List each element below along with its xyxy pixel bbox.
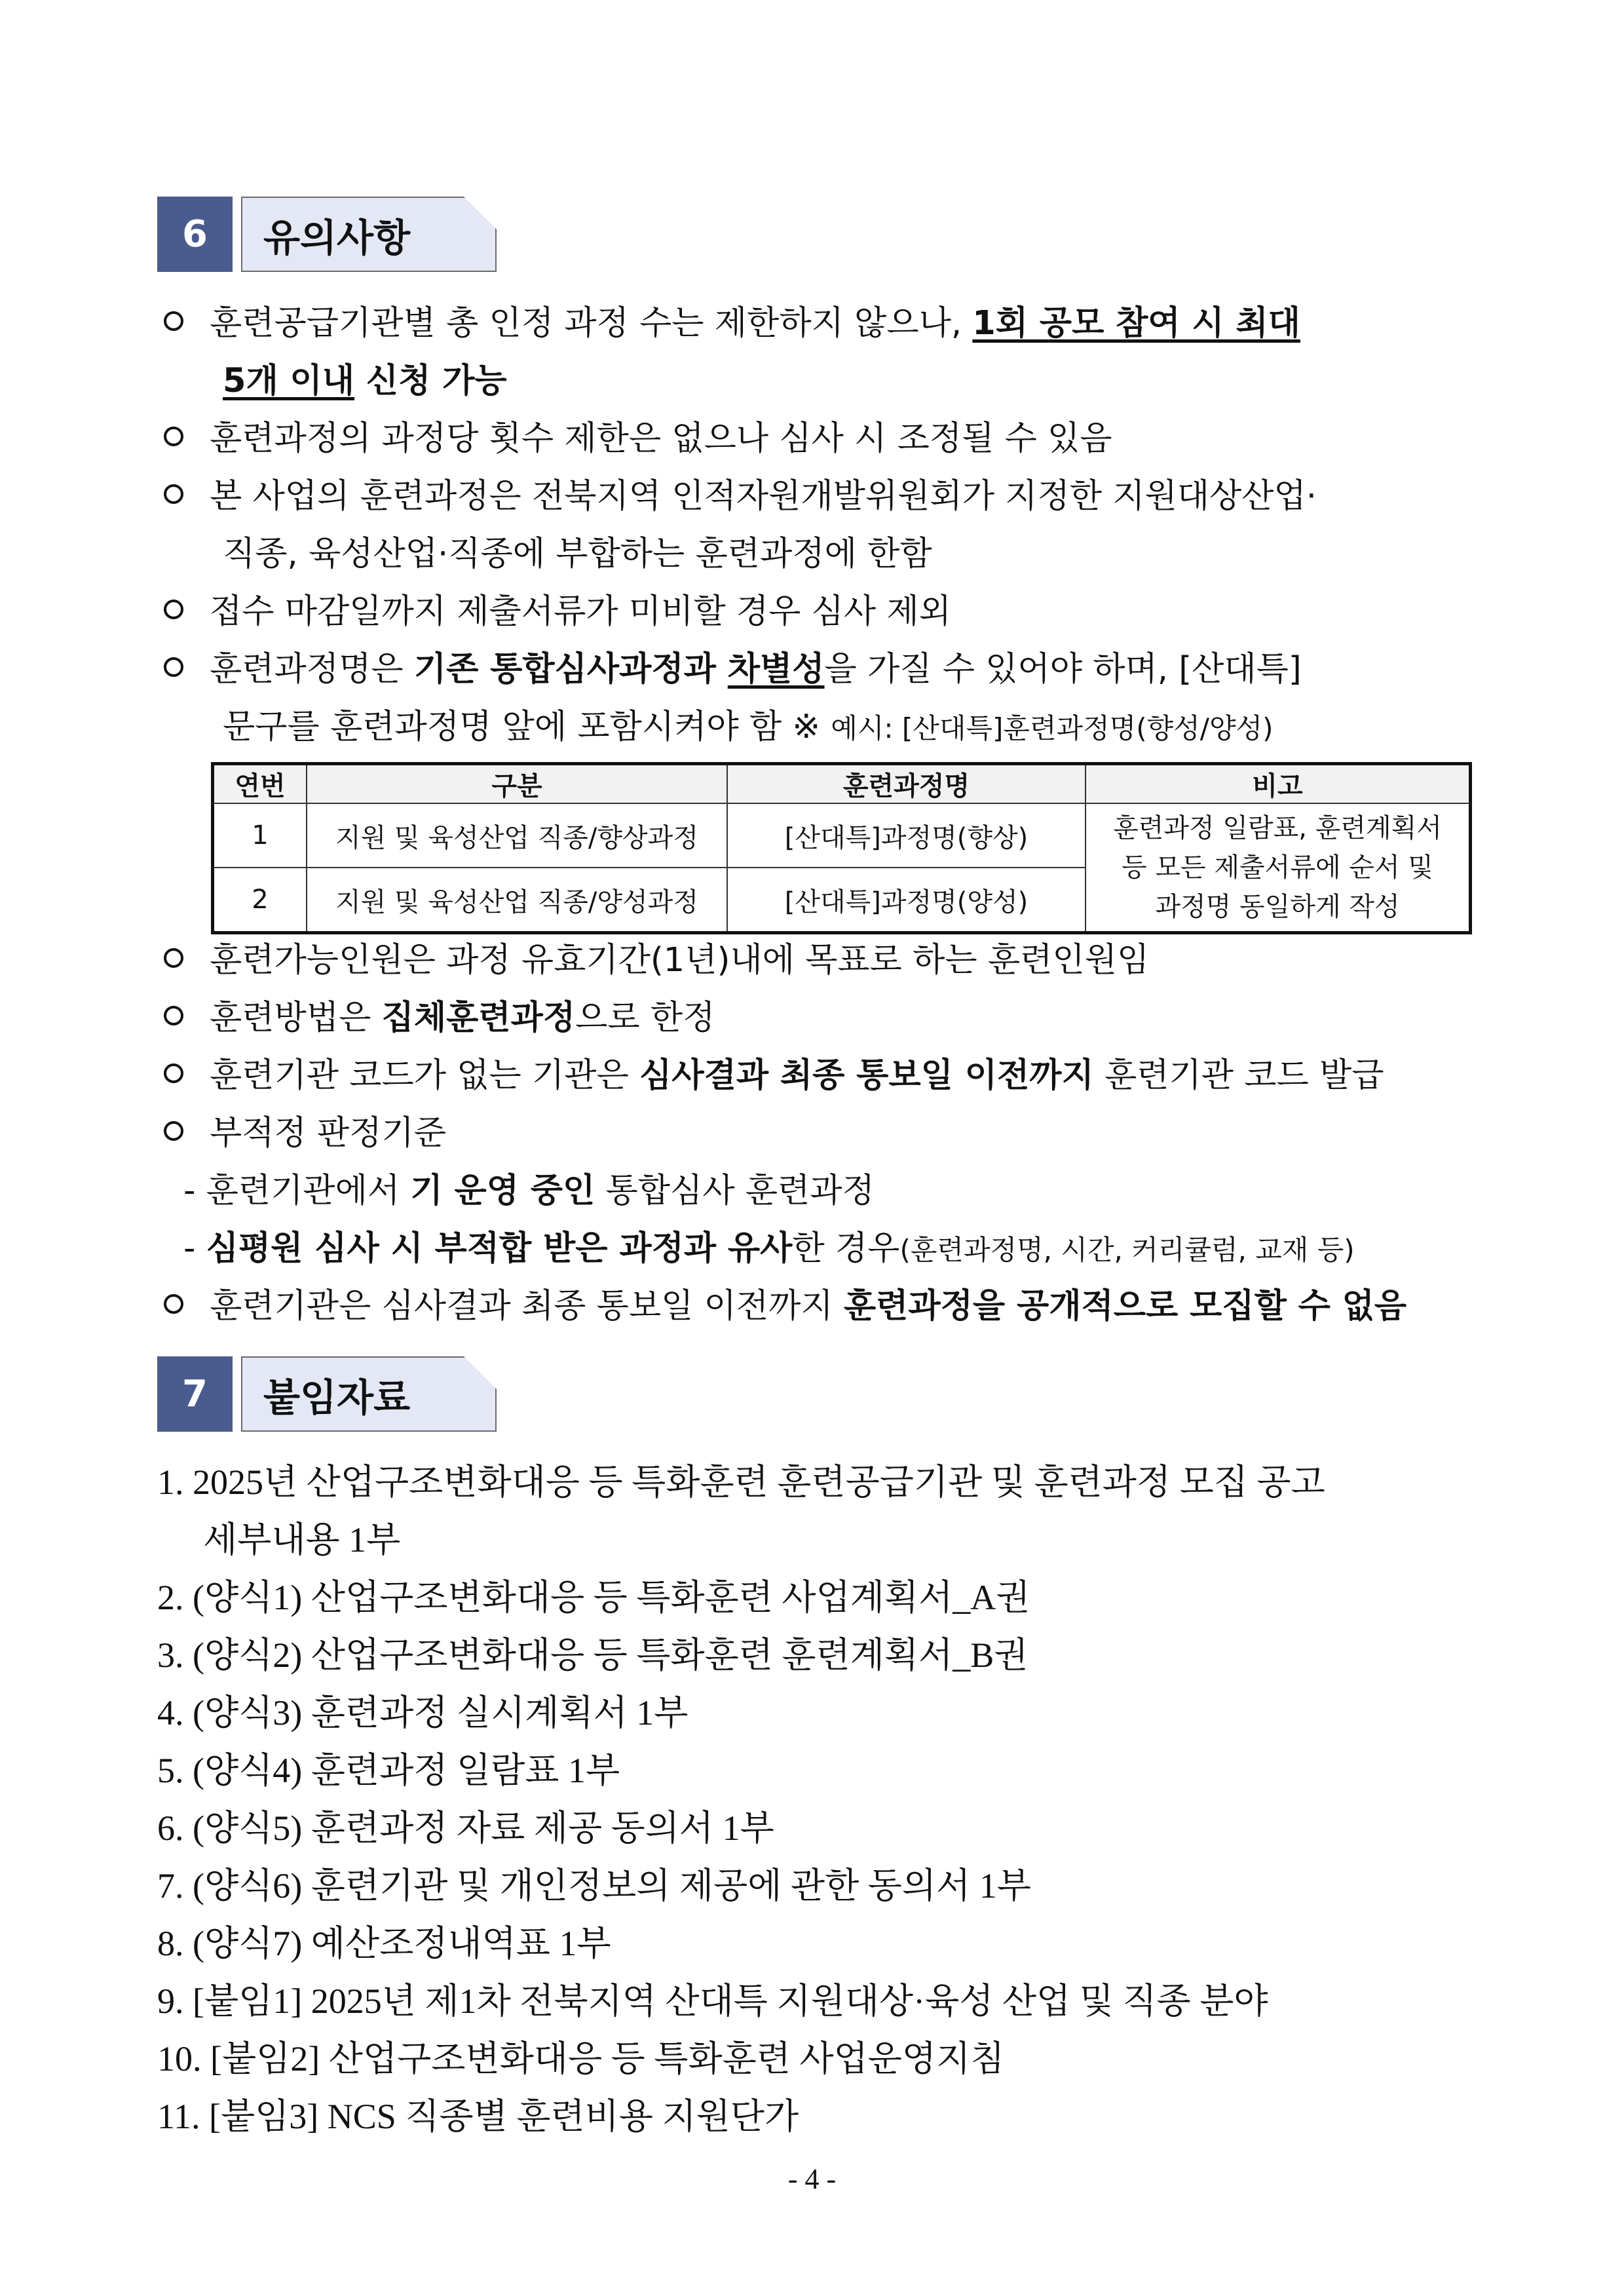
emphasis-text: 1회 공모 참여 시 최대 — [972, 304, 1300, 343]
text: 훈련과정명은 — [210, 650, 414, 689]
text: 훈련기관은 심사결과 최종 통보일 이전까지 — [210, 1287, 844, 1326]
table-row — [213, 803, 1471, 868]
page-number: - 4 - — [787, 2163, 837, 2195]
note-line: 훈련과정 일람표, 훈련계획서 — [1113, 813, 1442, 843]
bullet-item — [164, 295, 1474, 353]
attachment-item: 5. (양식4) 훈련과정 일람표 1부 — [157, 1751, 620, 1790]
text: 통합심사 훈련과정 — [595, 1172, 875, 1210]
attachment-item: 11. [붙임3] NCS 직종별 훈련비용 지원단가 — [157, 2097, 799, 2136]
emphasis-text: 집체훈련과정 — [381, 999, 576, 1037]
circle-bullet-icon — [164, 1294, 183, 1314]
bullet-item — [164, 583, 1474, 641]
bullet-continuation — [223, 526, 1533, 583]
text: 훈련방법은 — [210, 999, 382, 1037]
circle-bullet-icon — [164, 948, 183, 968]
text: 훈련가능인원은 과정 유효기간(1년)내에 목표로 하는 훈련인원임 — [210, 941, 1150, 980]
course-name-table — [211, 762, 1472, 934]
circle-bullet-icon — [164, 1121, 183, 1141]
text: - — [183, 1229, 206, 1268]
cell-name: [산대특]과정명(향상) — [727, 803, 1086, 868]
emphasis-text: 심사결과 최종 통보일 이전까지 — [639, 1056, 1094, 1095]
circle-bullet-icon — [164, 657, 183, 677]
cell-note — [1086, 803, 1471, 933]
text: 한 경우 — [792, 1229, 900, 1268]
text: 훈련과정의 과정당 횟수 제한은 없으나 심사 시 조정될 수 있음 — [210, 419, 1112, 458]
text: 을 가질 수 있어야 하며, [산대특] — [824, 650, 1302, 689]
bullet-item — [164, 989, 1474, 1047]
section-title — [241, 1356, 497, 1432]
bullet-item — [164, 641, 1474, 698]
folded-corner — [464, 1356, 497, 1389]
circle-bullet-icon — [164, 427, 183, 446]
bullet-item — [164, 932, 1474, 989]
section-number: 7 — [157, 1356, 233, 1432]
text: 훈련기관 코드가 없는 기관은 — [210, 1056, 640, 1095]
attachment-item: 2. (양식1) 산업구조변화대응 등 특화훈련 사업계획서_A권 — [157, 1578, 1030, 1617]
bullet-continuation — [223, 698, 1533, 757]
section-title-text: 붙임자료 — [263, 1375, 411, 1420]
circle-bullet-icon — [164, 311, 183, 331]
text: 직종, 육성산업·직종에 부합하는 훈련과정에 한함 — [223, 535, 932, 573]
bullet-item — [164, 468, 1474, 526]
attachment-item: 8. (양식7) 예산조정내역표 1부 — [157, 1924, 611, 1963]
example-text: 예시: [산대특]훈련과정명(향성/양성) — [831, 712, 1274, 744]
emphasis-text: 심평원 심사 시 부적합 받은 과정과 유사 — [206, 1229, 793, 1268]
circle-bullet-icon — [164, 1006, 183, 1025]
note-line: 과정명 동일하게 작성 — [1155, 892, 1400, 922]
section-number: 6 — [157, 197, 233, 272]
text: 훈련공급기관별 총 인정 과정 수는 제한하지 않으나, — [210, 304, 962, 343]
attachment-item: 4. (양식3) 훈련과정 실시계획서 1부 — [157, 1693, 689, 1732]
bullet-item — [164, 1047, 1474, 1105]
text: - 훈련기관에서 — [183, 1172, 411, 1210]
attachment-item: 6. (양식5) 훈련과정 자료 제공 동의서 1부 — [157, 1808, 774, 1848]
dash-item — [183, 1162, 1494, 1220]
cell-name: [산대특]과정명(양성) — [727, 868, 1086, 933]
cell-no: 1 — [213, 803, 307, 868]
section-title — [241, 197, 497, 272]
attachment-item: 1. 2025년 산업구조변화대응 등 특화훈련 훈련공급기관 및 훈련과정 모집 공고 — [157, 1463, 1325, 1502]
attachment-item: 9. [붙임1] 2025년 제1차 전북지역 산대특 지원대상·육성 산업 및 직종 분야 — [157, 1981, 1268, 2021]
text: 으로 한정 — [575, 999, 715, 1037]
attachment-item: 10. [붙임2] 산업구조변화대응 등 특화훈련 사업운영지침 — [157, 2039, 1005, 2078]
text: 부적정 판정기준 — [210, 1114, 447, 1153]
table-header-row — [213, 764, 1471, 804]
emphasis-text: 차별성 — [727, 650, 825, 689]
col-header: 훈련과정명 — [727, 764, 1086, 804]
attachment-item: 3. (양식2) 산업구조변화대응 등 특화훈련 훈련계획서_B권 — [157, 1636, 1029, 1675]
cell-no: 2 — [213, 868, 307, 933]
cell-type: 지원 및 육성산업 직종/양성과정 — [307, 868, 727, 933]
emphasis-text: 신청 가능 — [354, 362, 507, 400]
section-title-text: 유의사항 — [263, 215, 411, 260]
emphasis-text: 훈련과정을 공개적으로 모집할 수 없음 — [843, 1287, 1407, 1326]
col-header: 비고 — [1086, 764, 1471, 804]
bullet-continuation — [223, 353, 1533, 410]
text: 본 사업의 훈련과정은 전북지역 인적자원개발위원회가 지정한 지원대상산업· — [210, 477, 1317, 516]
emphasis-text: 기 운영 중인 — [410, 1172, 595, 1210]
cell-type: 지원 및 육성산업 직종/향상과정 — [307, 803, 727, 868]
attachment-item-continuation: 세부내용 1부 — [203, 1520, 401, 1559]
col-header: 연번 — [213, 764, 307, 804]
bullet-item — [164, 410, 1474, 468]
emphasis-text: 5개 이내 — [223, 362, 355, 400]
circle-bullet-icon — [164, 600, 183, 619]
note-line: 등 모든 제출서류에 순서 및 — [1122, 852, 1433, 883]
bullet-item — [164, 1105, 1474, 1162]
text: 접수 마감일까지 제출서류가 미비할 경우 심사 제외 — [210, 592, 951, 631]
circle-bullet-icon — [164, 484, 183, 504]
emphasis-text: 기존 통합심사과정과 — [413, 650, 728, 689]
dash-item — [183, 1220, 1494, 1279]
text: 훈련기관 코드 발급 — [1093, 1056, 1384, 1095]
circle-bullet-icon — [164, 1063, 183, 1083]
detail-text: (훈련과정명, 시간, 커리큘럼, 교재 등) — [899, 1234, 1355, 1266]
col-header: 구분 — [307, 764, 727, 804]
attachment-item: 7. (양식6) 훈련기관 및 개인정보의 제공에 관한 동의서 1부 — [157, 1866, 1031, 1905]
folded-corner — [464, 197, 497, 229]
text: 문구를 훈련과정명 앞에 포함시켜야 함 ※ — [223, 708, 831, 746]
bullet-item — [164, 1278, 1474, 1335]
